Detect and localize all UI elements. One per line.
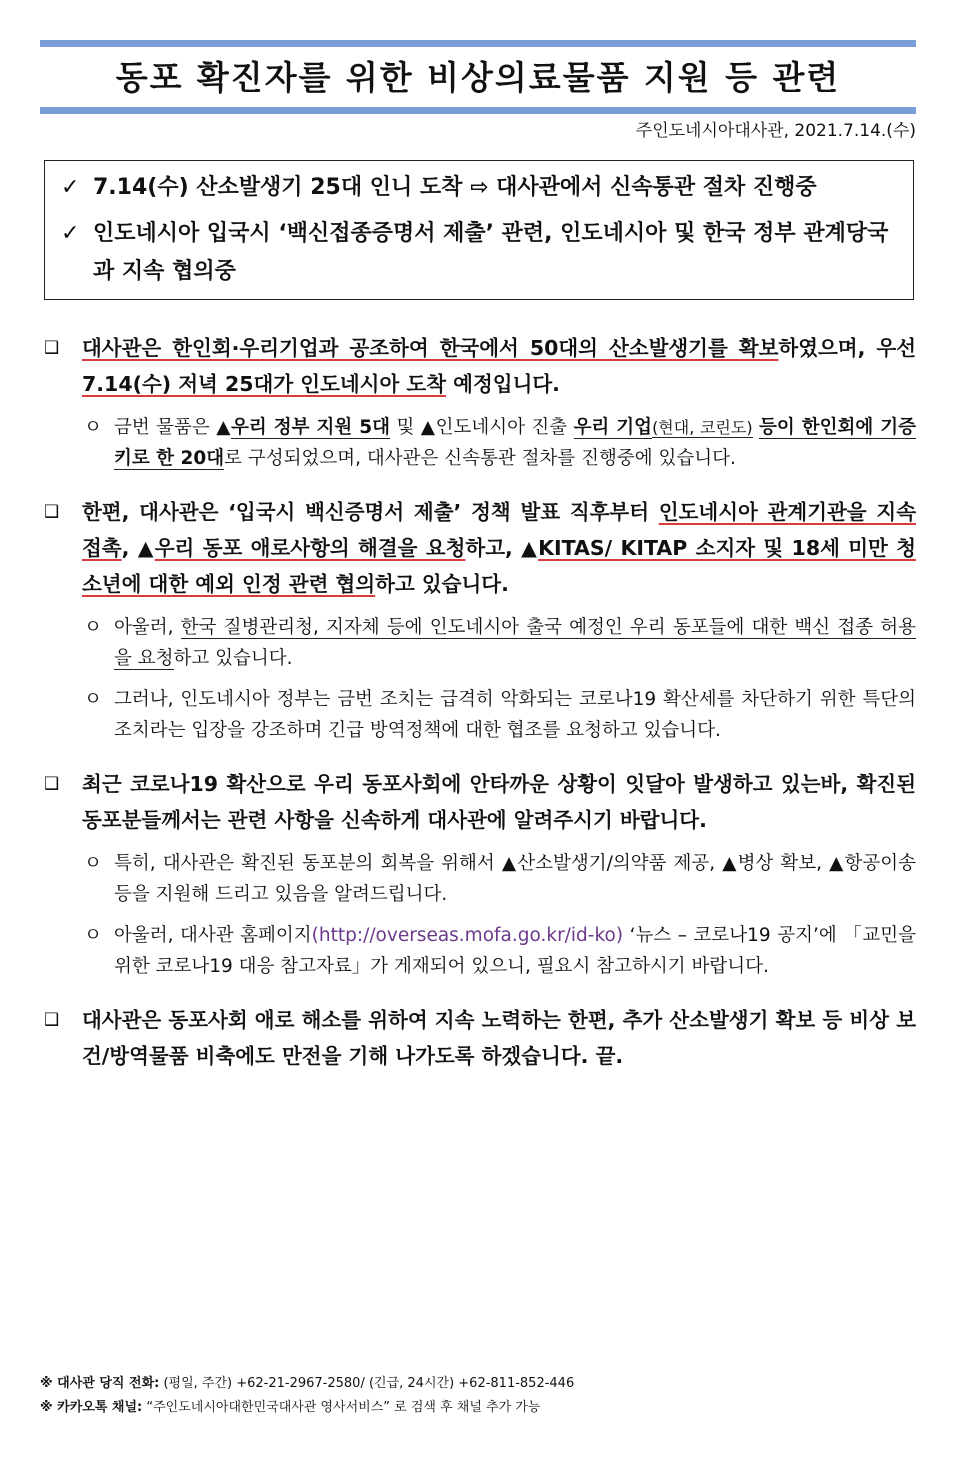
byline: 주인도네시아대사관, 2021.7.14.(수): [635, 121, 916, 141]
summary-text: 7.14(수) 산소발생기 25대 인니 도착 ⇨ 대사관에서 신속통관 절차 진행중: [93, 175, 817, 200]
circle-bullet-icon: ㅇ: [84, 417, 102, 438]
section-1: [40, 330, 916, 402]
section-2-sub-1: [84, 612, 916, 674]
section-3-sub-2: [84, 920, 916, 982]
check-icon: ✓: [61, 221, 80, 246]
footer-notes: [40, 1372, 574, 1420]
circle-bullet-icon: ㅇ: [84, 925, 102, 946]
section-4-text: 대사관은 동포사회 애로 해소를 위하여 지속 노력하는 한편, 추가 산소발생기 확보 등 비상 보건/방역물품 비축에도 만전을 기해 나가도록 하겠습니다. 끝.: [82, 1008, 916, 1068]
top-rule: [40, 40, 916, 47]
sub-text: 아울러, 대사관 홈페이지(http://overseas.mofa.go.kr/id-ko) ‘뉴스 – 코로나19 공지’에 「교민을 위한 코로나19 대응 참고자료」가 게재되어 있으니, 필요시 참고하시기 바랍니다.: [114, 925, 916, 977]
section-3-sub-1: [84, 848, 916, 910]
sub-text: 아울러, 한국 질병관리청, 지자체 등에 인도네시아 출국 예정인 우리 동포들에 대한 백신 접종 허용을 요청하고 있습니다.: [114, 617, 916, 669]
sub-text: 금번 물품은 ▲우리 정부 지원 5대 및 ▲인도네시아 진출 우리 기업(현대, 코린도) 등이 한인회에 기증키로 한 20대로 구성되었으며, 대사관은 신속통관 절차를 진행중에 있습니다.: [114, 417, 916, 469]
footer-kakao: ※ 카카오톡 채널: “주인도네시아대한민국대사관 영사서비스” 로 검색 후 채널 추가 가능: [40, 1400, 541, 1415]
square-bullet-icon: ❑: [44, 338, 60, 358]
section-2: [40, 494, 916, 602]
section-3: [40, 766, 916, 838]
section-3-text: 최근 코로나19 확산으로 우리 동포사회에 안타까운 상황이 잇달아 발생하고 있는바, 확진된 동포분들께서는 관련 사항을 신속하게 대사관에 알려주시기 바랍니다.: [82, 772, 916, 832]
section-4: [40, 1002, 916, 1074]
section-2-text: 한편, 대사관은 ‘입국시 백신증명서 제출’ 정책 발표 직후부터 인도네시아 관계기관을 지속 접촉, ▲우리 동포 애로사항의 해결을 요청하고, ▲KITAS/ KITAP 소지자 및 18세 미만 청소년에 대한 예외 인정 관련 협의하고 있습니다.: [82, 500, 917, 596]
summary-item: [61, 215, 899, 291]
section-1-sub-1: [84, 412, 916, 474]
check-icon: ✓: [61, 175, 80, 200]
summary-box: [44, 160, 914, 300]
summary-text: 인도네시아 입국시 ‘백신접종증명서 제출’ 관련, 인도네시아 및 한국 정부 관계당국과 지속 협의중: [93, 221, 889, 284]
square-bullet-icon: ❑: [44, 774, 60, 794]
bottom-rule: [40, 107, 916, 114]
section-2-sub-2: [84, 684, 916, 746]
square-bullet-icon: ❑: [44, 1010, 60, 1030]
footer-phone: ※ 대사관 당직 전화: (평일, 주간) +62-21-2967-2580/ (긴급, 24시간) +62-811-852-446: [40, 1376, 575, 1391]
document-page: [40, 40, 916, 1074]
homepage-link[interactable]: (http://overseas.mofa.go.kr/id-ko): [311, 925, 624, 946]
circle-bullet-icon: ㅇ: [84, 617, 102, 638]
square-bullet-icon: ❑: [44, 502, 60, 522]
section-1-text: 대사관은 한인회·우리기업과 공조하여 한국에서 50대의 산소발생기를 확보하였으며, 우선 7.14(수) 저녁 25대가 인도네시아 도착 예정입니다.: [82, 336, 916, 396]
document-title: 동포 확진자를 위한 비상의료물품 지원 등 관련: [115, 58, 841, 97]
body-sections: [40, 330, 916, 1074]
circle-bullet-icon: ㅇ: [84, 689, 102, 710]
circle-bullet-icon: ㅇ: [84, 853, 102, 874]
summary-item: [61, 169, 899, 207]
sub-text: 그러나, 인도네시아 정부는 금번 조치는 급격히 악화되는 코로나19 확산세를 차단하기 위한 특단의 조치라는 입장을 강조하며 긴급 방역정책에 대한 협조를 요청하고 있습니다.: [114, 689, 916, 741]
sub-text: 특히, 대사관은 확진된 동포분의 회복을 위해서 ▲산소발생기/의약품 제공, ▲병상 확보, ▲항공이송 등을 지원해 드리고 있음을 알려드립니다.: [114, 853, 916, 905]
